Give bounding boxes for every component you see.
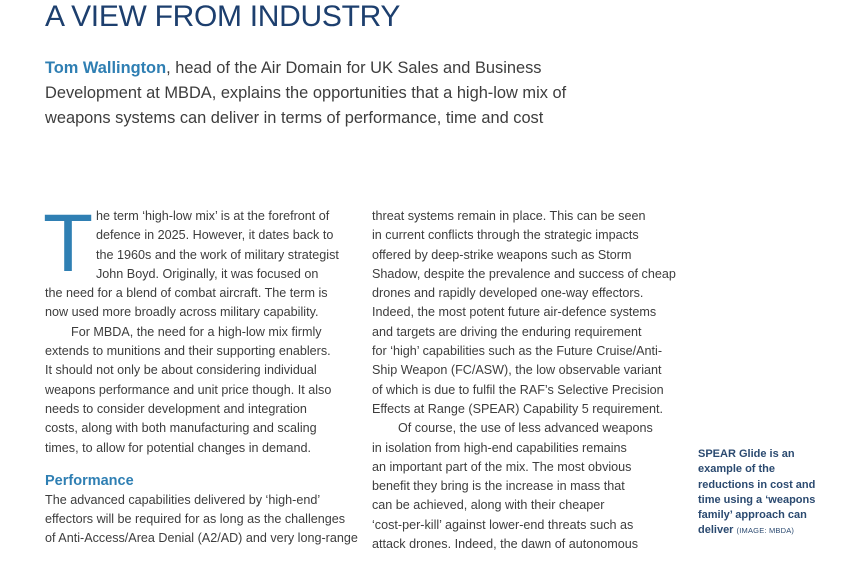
body-line: needs to consider development and integration (45, 401, 307, 416)
body-column-2 (372, 207, 676, 554)
body-line: It should not only be about considering individual (45, 363, 317, 378)
body-line: of which is due to fulfil the RAF’s Selective Precision (372, 382, 664, 397)
body-line: now used more broadly across military capability. (45, 305, 319, 320)
body-line: the 1960s and the work of military strategist (96, 247, 339, 262)
body-line: costs, along with both manufacturing and scaling (45, 421, 317, 436)
body-line: weapons performance and unit price though. It also (45, 382, 332, 397)
body-line: effectors will be required for as long as the challenges (45, 512, 346, 527)
body-line: for ‘high’ capabilities such as the Future Cruise/Anti- (372, 344, 663, 359)
body-line: threat systems remain in place. This can be seen (372, 209, 646, 223)
body-column-1 (45, 207, 358, 549)
standfirst (45, 56, 605, 131)
drop-cap: T (43, 198, 94, 289)
body-line: defence in 2025. However, it dates back to (96, 228, 334, 243)
body-line: drones and rapidly developed one-way effectors. (372, 286, 644, 301)
body-line: in isolation from high-end capabilities remains (372, 440, 627, 455)
body-line: can be achieved, along with their cheaper (372, 498, 605, 513)
body-line: ‘cost-per-kill’ against lower-end threats such as (372, 517, 634, 532)
article-title: A VIEW FROM INDUSTRY (45, 0, 401, 33)
body-line: in current conflicts through the strategic impacts (372, 228, 639, 243)
body-line: Effects at Range (SPEAR) Capability 5 requirement. (372, 401, 663, 416)
body-line: benefit they bring is the increase in mass that (372, 479, 625, 494)
body-line: times, to allow for potential changes in demand. (45, 440, 312, 455)
body-line: Ship Weapon (FC/ASW), the low observable variant (372, 363, 662, 378)
body-line: he term ‘high-low mix’ is at the forefront of (96, 209, 330, 223)
body-line: Indeed, the most potent future air-defence systems (372, 305, 657, 320)
body-line: and targets are driving the enduring requirement (372, 324, 642, 339)
body-line: Of course, the use of less advanced weapons (398, 421, 653, 436)
caption-credit: (IMAGE: MBDA) (736, 526, 795, 536)
section-heading-performance: Performance (45, 472, 134, 489)
body-line: of Anti-Access/Area Denial (A2/AD) and very long-range (45, 531, 358, 546)
image-caption (698, 447, 818, 539)
caption-text: SPEAR Glide is an example of the reductions in cost and time using a ‘weapons family’ approach can deliver (698, 448, 816, 537)
body-line: an important part of the mix. The most obvious (372, 459, 632, 474)
body-line: John Boyd. Originally, it was focused on (96, 266, 319, 281)
body-line: The advanced capabilities delivered by ‘high-end’ (45, 492, 321, 507)
body-line: the need for a blend of combat aircraft. The term is (45, 286, 328, 301)
author-name: Tom Wallington (45, 59, 167, 77)
body-line: Shadow, despite the prevalence and success of cheap (372, 266, 676, 281)
standfirst-text: , head of the Air Domain for UK Sales and Business Development at MBDA, explains the opportunities that a high-low mix of weapons systems can deliver in terms of performance, time and cost (45, 59, 567, 127)
body-line: offered by deep-strike weapons such as Storm (372, 247, 632, 262)
body-line: attack drones. Indeed, the dawn of autonomous (372, 537, 639, 552)
body-line: extends to munitions and their supporting enablers. (45, 344, 331, 359)
body-line: For MBDA, the need for a high-low mix firmly (71, 324, 322, 339)
